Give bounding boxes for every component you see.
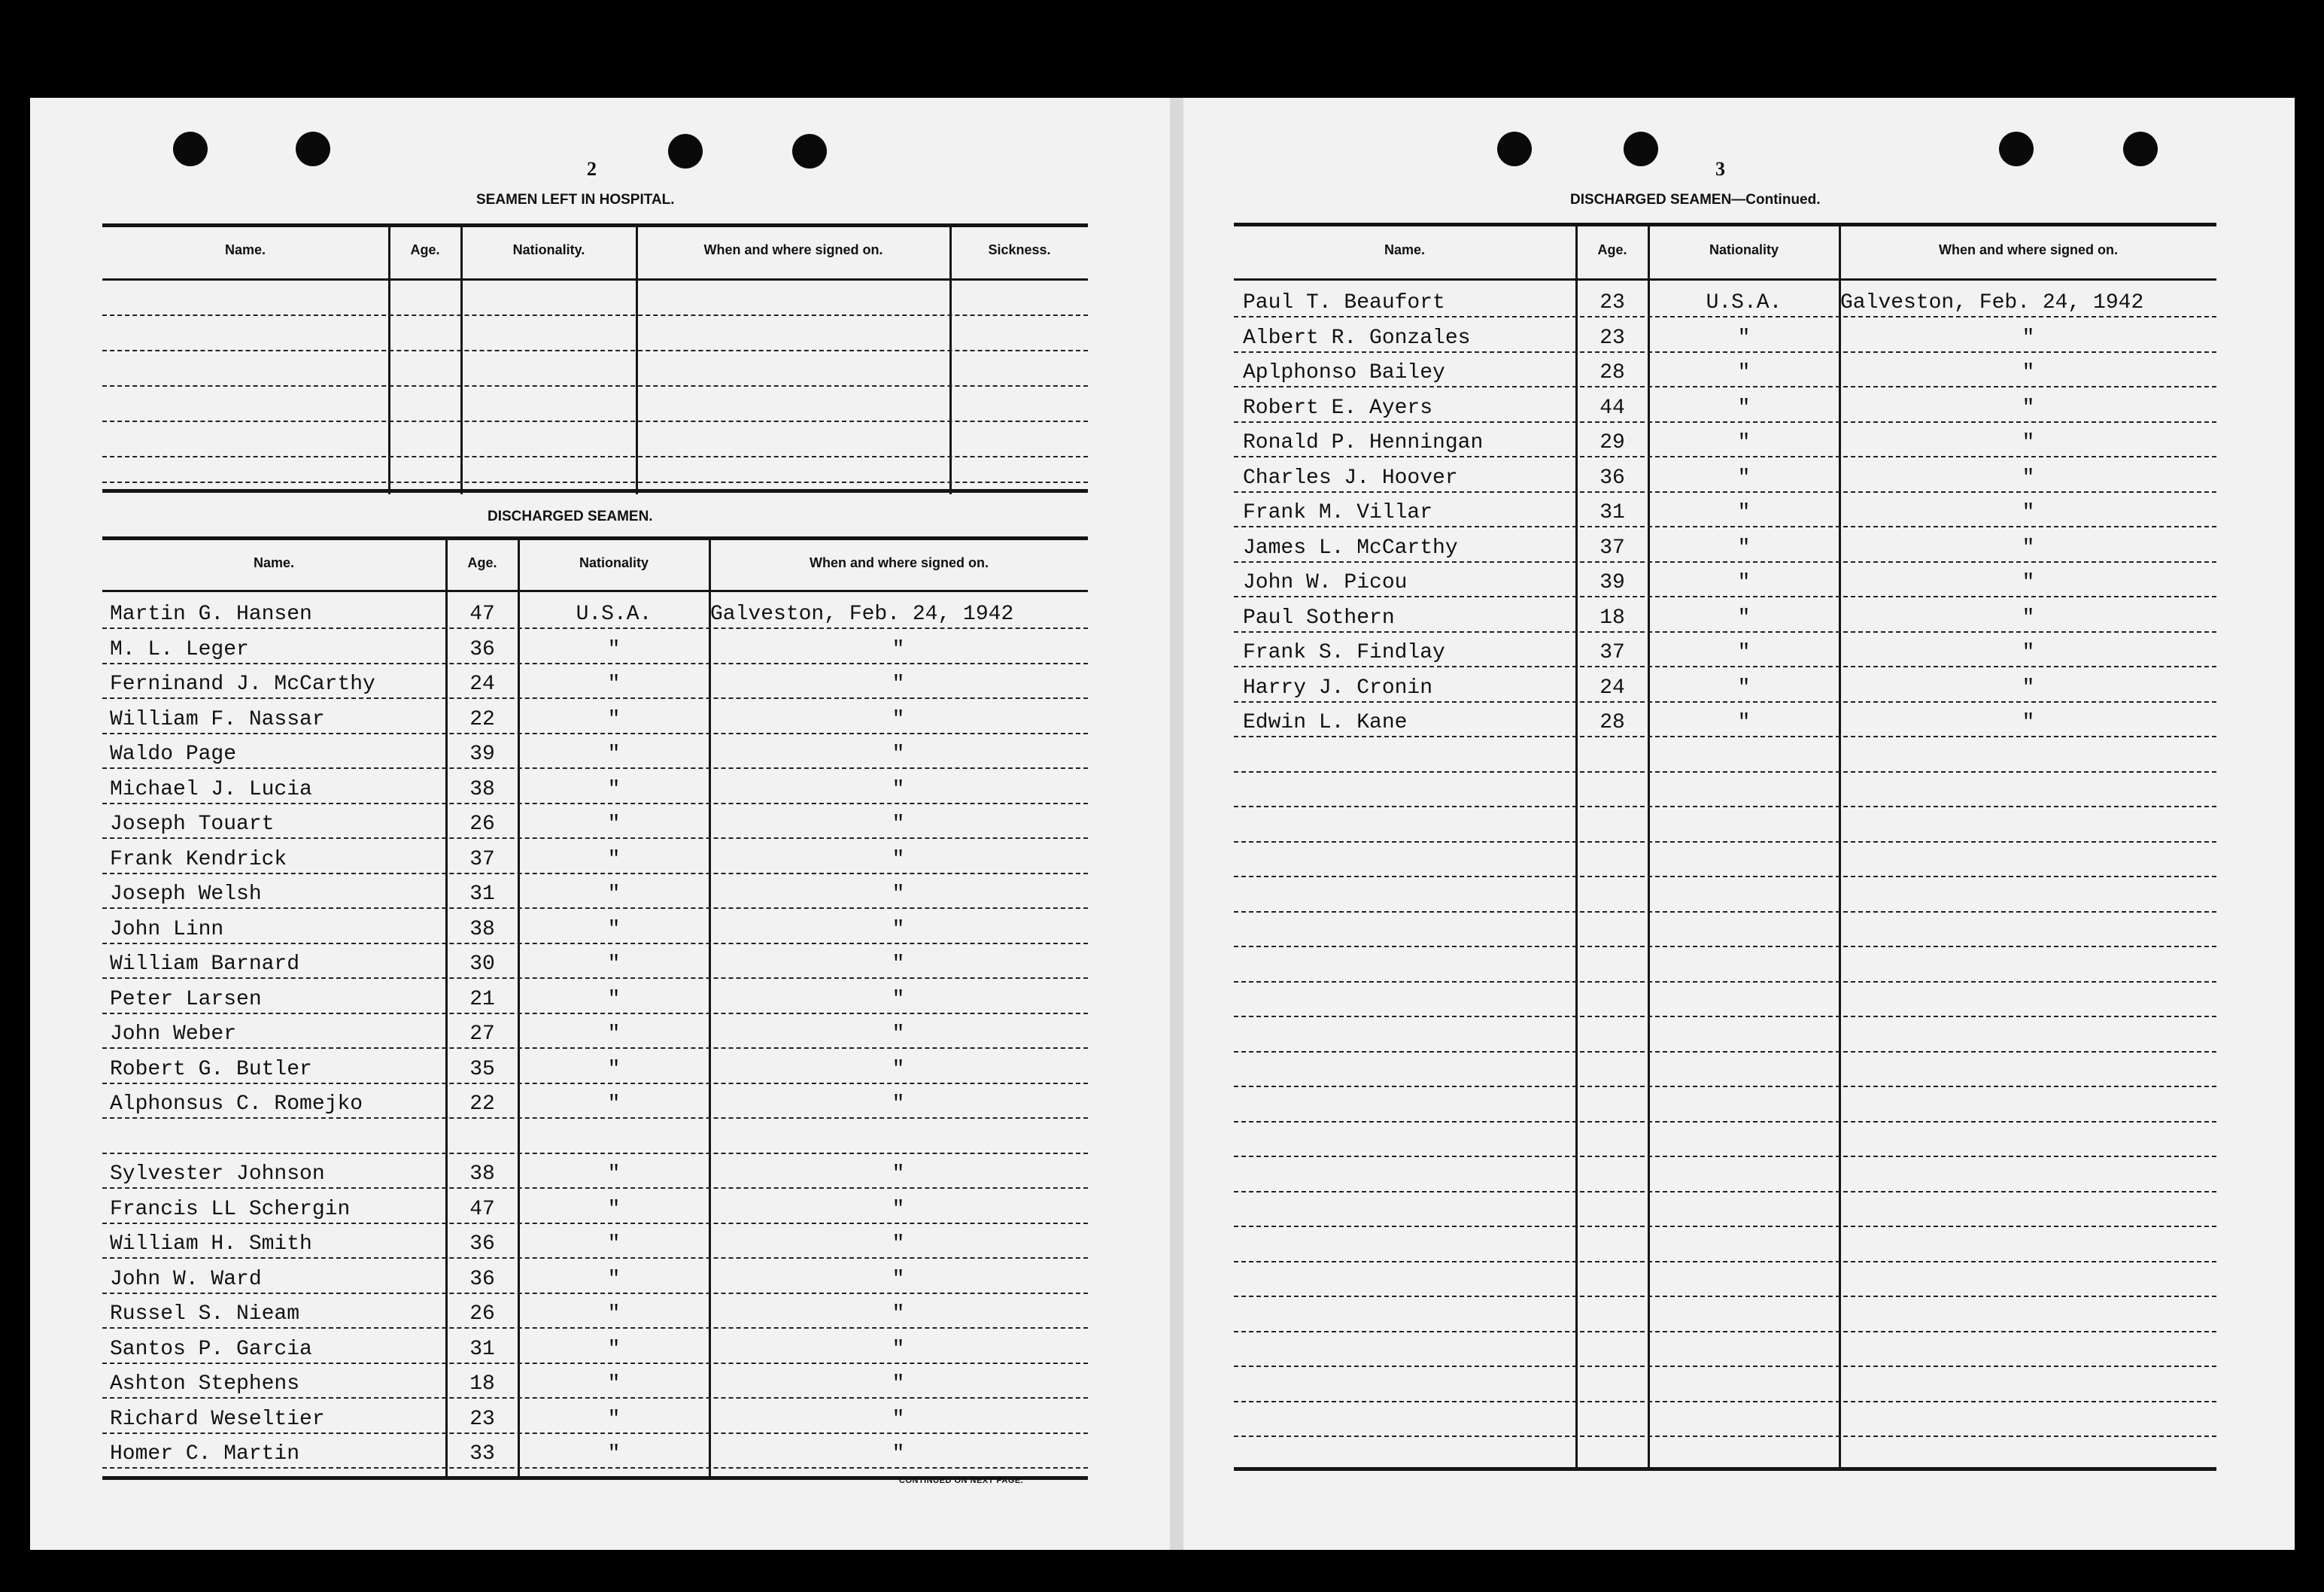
seaman-name: John W. Ward xyxy=(110,1267,262,1291)
seaman-signed-on: " xyxy=(892,847,905,871)
seaman-nationality: " xyxy=(607,1407,621,1431)
seaman-name: Richard Weseltier xyxy=(110,1407,325,1431)
seaman-signed-on: " xyxy=(2022,606,2035,630)
row-line xyxy=(102,1153,1088,1154)
seaman-nationality: " xyxy=(1737,326,1751,350)
seaman-nationality: " xyxy=(607,1372,621,1396)
hospital-header-nationality: Nationality. xyxy=(512,242,585,257)
seaman-nationality: U.S.A. xyxy=(576,603,652,626)
seaman-age: 24 xyxy=(469,673,495,696)
row-line xyxy=(1234,841,2216,843)
seaman-name: Edwin L. Kane xyxy=(1243,711,1408,734)
page-fold xyxy=(1170,98,1183,1550)
row-line xyxy=(1234,1226,2216,1227)
row-line xyxy=(102,1432,1088,1434)
seaman-nationality: " xyxy=(1737,536,1751,560)
hospital-header-age: Age. xyxy=(410,242,440,257)
row-line xyxy=(102,1293,1088,1294)
seaman-nationality: " xyxy=(607,1337,621,1361)
seaman-age: 28 xyxy=(1599,361,1625,384)
row-line xyxy=(102,697,1088,699)
row-line xyxy=(102,1223,1088,1224)
seaman-nationality: " xyxy=(607,847,621,871)
seaman-age: 39 xyxy=(469,743,495,766)
hospital-row-line xyxy=(102,456,1088,457)
seaman-age: 31 xyxy=(1599,501,1625,524)
seaman-nationality: " xyxy=(607,707,621,731)
row-line xyxy=(1234,1261,2216,1262)
hospital-header-rule xyxy=(102,278,1088,281)
seaman-nationality: " xyxy=(607,1092,621,1116)
seaman-name: Charles J. Hoover xyxy=(1243,466,1458,490)
seaman-age: 29 xyxy=(1599,431,1625,454)
seaman-age: 36 xyxy=(469,1232,495,1256)
seaman-name: William Barnard xyxy=(110,952,300,976)
seaman-nationality: " xyxy=(607,1022,621,1046)
seaman-signed-on: " xyxy=(892,707,905,731)
hospital-section-title: SEAMEN LEFT IN HOSPITAL. xyxy=(476,192,675,208)
seaman-signed-on: " xyxy=(2022,466,2035,490)
seaman-age: 33 xyxy=(469,1442,495,1466)
seaman-nationality: " xyxy=(607,637,621,661)
row-line xyxy=(102,1187,1088,1189)
discharged-continued-title: DISCHARGED SEAMEN—Continued. xyxy=(1570,192,1821,208)
right-header-name: Name. xyxy=(1384,242,1426,257)
seaman-age: 23 xyxy=(1599,326,1625,350)
seaman-signed-on: " xyxy=(892,1372,905,1396)
seaman-nationality: " xyxy=(607,1232,621,1256)
seaman-name: Russel S. Nieam xyxy=(110,1302,300,1326)
row-line xyxy=(102,627,1088,629)
seaman-name: Paul T. Beaufort xyxy=(1243,291,1445,314)
seaman-signed-on: " xyxy=(2022,396,2035,420)
row-line xyxy=(1234,1436,2216,1437)
discharged-header-signed-on: When and where signed on. xyxy=(809,555,989,570)
punch-hole xyxy=(792,134,827,169)
row-line xyxy=(1234,806,2216,807)
seaman-age: 38 xyxy=(469,917,495,941)
seaman-age: 24 xyxy=(1599,676,1625,700)
seaman-age: 38 xyxy=(469,777,495,801)
row-line xyxy=(102,837,1088,839)
seaman-age: 44 xyxy=(1599,396,1625,420)
hospital-bottom-rule xyxy=(102,489,1088,493)
seaman-nationality: " xyxy=(607,883,621,906)
seaman-name: Joseph Welsh xyxy=(110,883,262,906)
seaman-nationality: " xyxy=(607,1267,621,1291)
punch-hole xyxy=(1497,132,1532,166)
seaman-signed-on: " xyxy=(892,1337,905,1361)
column-divider xyxy=(636,227,638,494)
row-line xyxy=(1234,491,2216,493)
row-line xyxy=(102,1117,1088,1119)
hospital-row-line xyxy=(102,350,1088,351)
seaman-name: Frank S. Findlay xyxy=(1243,641,1445,664)
column-divider xyxy=(1575,226,1578,1467)
row-line xyxy=(102,1397,1088,1399)
seaman-age: 38 xyxy=(469,1162,495,1186)
seaman-nationality: " xyxy=(607,743,621,766)
seaman-name: Alphonsus C. Romejko xyxy=(110,1092,363,1116)
seaman-name: Peter Larsen xyxy=(110,987,262,1011)
seaman-nationality: " xyxy=(1737,571,1751,594)
row-line xyxy=(102,943,1088,944)
row-line xyxy=(1234,386,2216,387)
row-line xyxy=(102,733,1088,734)
seaman-nationality: " xyxy=(1737,676,1751,700)
discharged-header-name: Name. xyxy=(253,555,295,570)
seaman-signed-on: " xyxy=(892,1442,905,1466)
seaman-name: Ashton Stephens xyxy=(110,1372,300,1396)
right-bottom-rule xyxy=(1234,1467,2216,1471)
seaman-signed-on: " xyxy=(892,777,905,801)
hospital-row-line xyxy=(102,482,1088,483)
seaman-signed-on: " xyxy=(892,1407,905,1431)
seaman-signed-on: " xyxy=(2022,326,2035,350)
seaman-nationality: " xyxy=(607,952,621,976)
punch-hole xyxy=(296,132,330,166)
discharged-section-title: DISCHARGED SEAMEN. xyxy=(488,509,653,524)
seaman-signed-on: " xyxy=(892,1022,905,1046)
column-divider xyxy=(445,540,448,1476)
discharged-top-rule xyxy=(102,536,1088,540)
seaman-nationality: " xyxy=(1737,466,1751,490)
column-divider xyxy=(460,227,463,494)
row-line xyxy=(1234,1016,2216,1017)
seaman-nationality: " xyxy=(1737,396,1751,420)
row-line xyxy=(1234,1156,2216,1157)
seaman-signed-on: " xyxy=(2022,711,2035,734)
seaman-age: 26 xyxy=(469,813,495,836)
row-line xyxy=(102,1327,1088,1329)
row-line xyxy=(1234,701,2216,703)
hospital-header-sickness: Sickness. xyxy=(988,242,1051,257)
seaman-age: 35 xyxy=(469,1057,495,1081)
row-line xyxy=(102,1363,1088,1364)
row-line xyxy=(102,1013,1088,1014)
right-header-signed-on: When and where signed on. xyxy=(1938,242,2119,257)
seaman-age: 23 xyxy=(1599,291,1625,314)
seaman-signed-on: " xyxy=(2022,676,2035,700)
seaman-signed-on: " xyxy=(2022,536,2035,560)
punch-hole xyxy=(1999,132,2034,166)
seaman-name: William F. Nassar xyxy=(110,707,325,731)
seaman-signed-on: " xyxy=(892,1302,905,1326)
seaman-nationality: " xyxy=(1737,431,1751,454)
seaman-nationality: " xyxy=(607,1057,621,1081)
seaman-age: 37 xyxy=(469,847,495,871)
row-line xyxy=(1234,1296,2216,1297)
seaman-nationality: " xyxy=(607,1197,621,1221)
seaman-signed-on: " xyxy=(892,1232,905,1256)
row-line xyxy=(1234,631,2216,633)
seaman-nationality: " xyxy=(1737,711,1751,734)
seaman-nationality: U.S.A. xyxy=(1706,291,1782,314)
right-top-rule xyxy=(1234,223,2216,226)
seaman-age: 37 xyxy=(1599,641,1625,664)
seaman-signed-on: " xyxy=(892,813,905,836)
hospital-row-line xyxy=(102,385,1088,387)
seaman-name: Robert E. Ayers xyxy=(1243,396,1433,420)
row-line xyxy=(102,803,1088,804)
punch-hole xyxy=(1624,132,1658,166)
row-line xyxy=(1234,1366,2216,1367)
row-line xyxy=(1234,666,2216,667)
seaman-age: 23 xyxy=(469,1407,495,1431)
hospital-row-line xyxy=(102,314,1088,316)
seaman-nationality: " xyxy=(607,917,621,941)
seaman-age: 26 xyxy=(469,1302,495,1326)
seaman-name: Frank Kendrick xyxy=(110,847,287,871)
seaman-signed-on: " xyxy=(892,952,905,976)
seaman-age: 22 xyxy=(469,1092,495,1116)
page-number: 2 xyxy=(587,158,597,180)
seaman-name: Albert R. Gonzales xyxy=(1243,326,1471,350)
seaman-signed-on: Galveston, Feb. 24, 1942 xyxy=(1840,291,2144,314)
row-line xyxy=(1234,736,2216,737)
page-number: 3 xyxy=(1715,158,1725,180)
row-line xyxy=(102,767,1088,769)
seaman-signed-on: " xyxy=(892,673,905,696)
row-line xyxy=(1234,1086,2216,1087)
row-line xyxy=(102,1257,1088,1259)
seaman-nationality: " xyxy=(1737,641,1751,664)
seaman-name: John Weber xyxy=(110,1022,237,1046)
seaman-nationality: " xyxy=(607,1442,621,1466)
seaman-signed-on: " xyxy=(892,743,905,766)
row-line xyxy=(1234,526,2216,527)
seaman-name: Martin G. Hansen xyxy=(110,603,312,626)
row-line xyxy=(1234,421,2216,423)
row-line xyxy=(1234,1401,2216,1402)
seaman-signed-on: " xyxy=(2022,501,2035,524)
row-line xyxy=(102,873,1088,874)
seaman-name: Michael J. Lucia xyxy=(110,777,312,801)
seaman-signed-on: " xyxy=(892,917,905,941)
seaman-nationality: " xyxy=(1737,606,1751,630)
seaman-name: John Linn xyxy=(110,917,224,941)
seaman-name: Frank M. Villar xyxy=(1243,501,1433,524)
seaman-nationality: " xyxy=(607,813,621,836)
seaman-signed-on: Galveston, Feb. 24, 1942 xyxy=(710,603,1014,626)
row-line xyxy=(1234,1331,2216,1332)
seaman-age: 36 xyxy=(1599,466,1625,490)
row-line xyxy=(102,1083,1088,1084)
seaman-name: M. L. Leger xyxy=(110,637,249,661)
seaman-age: 36 xyxy=(469,637,495,661)
seaman-name: Homer C. Martin xyxy=(110,1442,300,1466)
seaman-name: Ronald P. Henningan xyxy=(1243,431,1484,454)
seaman-nationality: " xyxy=(607,987,621,1011)
row-line xyxy=(1234,316,2216,317)
continued-note: CONTINUED ON NEXT PAGE. xyxy=(899,1476,1024,1485)
right-header-rule xyxy=(1234,278,2216,281)
punch-hole xyxy=(668,134,703,169)
seaman-age: 22 xyxy=(469,707,495,731)
seaman-signed-on: " xyxy=(892,1057,905,1081)
discharged-header-nationality: Nationality xyxy=(579,555,649,570)
seaman-name: James L. McCarthy xyxy=(1243,536,1458,560)
seaman-age: 21 xyxy=(469,987,495,1011)
seaman-name: John W. Picou xyxy=(1243,571,1408,594)
seaman-age: 47 xyxy=(469,1197,495,1221)
seaman-age: 18 xyxy=(1599,606,1625,630)
row-line xyxy=(1234,596,2216,597)
right-header-nationality: Nationality xyxy=(1709,242,1779,257)
seaman-age: 27 xyxy=(469,1022,495,1046)
seaman-name: Sylvester Johnson xyxy=(110,1162,325,1186)
seaman-age: 47 xyxy=(469,603,495,626)
row-line xyxy=(102,1467,1088,1469)
row-line xyxy=(1234,1191,2216,1192)
row-line xyxy=(1234,1121,2216,1123)
row-line xyxy=(102,1047,1088,1049)
seaman-name: Joseph Touart xyxy=(110,813,275,836)
seaman-signed-on: " xyxy=(892,1092,905,1116)
seaman-name: Paul Sothern xyxy=(1243,606,1395,630)
seaman-nationality: " xyxy=(607,777,621,801)
right-header-age: Age. xyxy=(1597,242,1627,257)
column-divider xyxy=(518,540,520,1476)
seaman-name: Ferninand J. McCarthy xyxy=(110,673,375,696)
seaman-name: William H. Smith xyxy=(110,1232,312,1256)
seaman-nationality: " xyxy=(607,1302,621,1326)
seaman-signed-on: " xyxy=(2022,641,2035,664)
seaman-signed-on: " xyxy=(892,1267,905,1291)
row-line xyxy=(102,907,1088,909)
seaman-name: Robert G. Butler xyxy=(110,1057,312,1081)
seaman-signed-on: " xyxy=(892,637,905,661)
row-line xyxy=(1234,351,2216,353)
column-divider xyxy=(1648,226,1650,1467)
row-line xyxy=(1234,1051,2216,1053)
seaman-age: 39 xyxy=(1599,571,1625,594)
row-line xyxy=(102,977,1088,979)
seaman-nationality: " xyxy=(607,673,621,696)
seaman-name: Francis LL Schergin xyxy=(110,1197,351,1221)
seaman-age: 18 xyxy=(469,1372,495,1396)
seaman-nationality: " xyxy=(607,1162,621,1186)
seaman-name: Aplphonso Bailey xyxy=(1243,361,1445,384)
hospital-header-signed-on: When and where signed on. xyxy=(703,242,883,257)
seaman-age: 30 xyxy=(469,952,495,976)
discharged-header-age: Age. xyxy=(467,555,497,570)
seaman-signed-on: " xyxy=(892,987,905,1011)
row-line xyxy=(1234,561,2216,563)
seaman-name: Harry J. Cronin xyxy=(1243,676,1433,700)
seaman-name: Santos P. Garcia xyxy=(110,1337,312,1361)
seaman-age: 31 xyxy=(469,1337,495,1361)
row-line xyxy=(1234,981,2216,983)
seaman-age: 36 xyxy=(469,1267,495,1291)
punch-hole xyxy=(2123,132,2158,166)
punch-hole xyxy=(173,132,208,166)
seaman-signed-on: " xyxy=(2022,431,2035,454)
hospital-header-name: Name. xyxy=(224,242,266,257)
row-line xyxy=(1234,946,2216,947)
seaman-signed-on: " xyxy=(2022,571,2035,594)
seaman-signed-on: " xyxy=(892,1162,905,1186)
seaman-age: 28 xyxy=(1599,711,1625,734)
hospital-row-line xyxy=(102,421,1088,422)
seaman-nationality: " xyxy=(1737,361,1751,384)
seaman-name: Waldo Page xyxy=(110,743,237,766)
seaman-nationality: " xyxy=(1737,501,1751,524)
seaman-signed-on: " xyxy=(892,1197,905,1221)
seaman-age: 31 xyxy=(469,883,495,906)
seaman-signed-on: " xyxy=(2022,361,2035,384)
seaman-age: 37 xyxy=(1599,536,1625,560)
row-line xyxy=(1234,911,2216,913)
discharged-header-rule xyxy=(102,590,1088,592)
row-line xyxy=(1234,456,2216,457)
row-line xyxy=(1234,771,2216,773)
column-divider xyxy=(388,227,390,494)
row-line xyxy=(102,663,1088,664)
row-line xyxy=(1234,876,2216,877)
hospital-top-rule xyxy=(102,223,1088,227)
seaman-signed-on: " xyxy=(892,883,905,906)
column-divider xyxy=(949,227,952,494)
